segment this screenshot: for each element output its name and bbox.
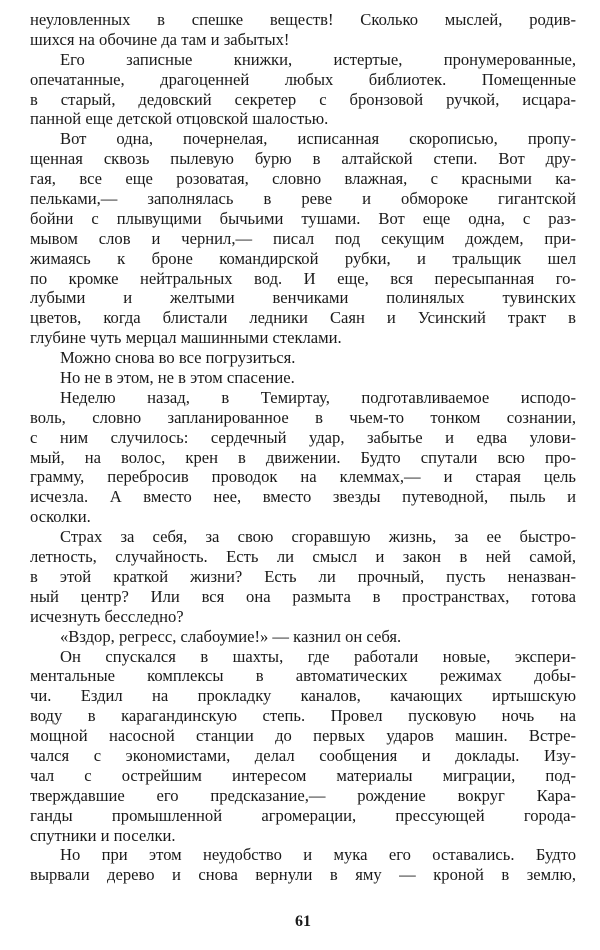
book-page (30, 10, 576, 940)
text-line: опечатанные, драгоценней любых библиотек. Помещенные (30, 69, 576, 89)
page-text (30, 10, 576, 885)
text-line: с ним случилось: сердечный удар, забытье и едва улови- (30, 427, 576, 447)
text-line: мый, на волос, крен в движении. Будто спутали всю про- (30, 447, 576, 467)
text-line: Он спускался в шахты, где работали новые, экспери- (60, 646, 576, 666)
text-line: Его записные книжки, истертые, пронумерованные, (60, 49, 576, 69)
text-line: ный центр? Или вся она размыта в пространствах, готова (30, 586, 576, 606)
text-line: воду в карагандинскую степь. Провел пусковую ночь на (30, 706, 576, 726)
text-line: исчезла. А вместо нее, вместо звезды путеводной, пыль и (30, 487, 576, 507)
text-line: лубыми и желтыми венчиками полинялых тувинских (30, 288, 576, 308)
text-line: «Вздор, регресс, слабоумие!» — казнил он себя. (60, 626, 402, 646)
text-line: спутники и поселки. (30, 825, 176, 845)
paragraph (30, 348, 576, 368)
text-line: Можно снова во все погрузиться. (60, 348, 296, 368)
text-line: Вот одна, почернелая, исписанная скорописью, пропу- (60, 129, 576, 149)
text-line: гая, все еще розоватая, словно влажная, с красными ка- (30, 169, 576, 189)
text-line: шихся на обочине да там и забытых! (30, 29, 290, 49)
page-number: 61 (295, 913, 311, 930)
paragraph (30, 50, 576, 130)
text-line: жимаясь к броне командирской рубки, и тральщик шел (30, 248, 576, 268)
text-line: ганды промышленной агромерации, прессующей города- (30, 805, 576, 825)
text-line: чался с экономистами, делал сообщения и доклады. Изу- (30, 745, 576, 765)
text-line: Страх за себя, за свою сгоравшую жизнь, за ее быстро- (60, 527, 576, 547)
text-line: по кромке нейтральных вод. И еще, вся пересыпанная го- (30, 268, 576, 288)
text-line: бойни с плывущими бычьими тушами. Вот еще одна, с раз- (30, 208, 576, 228)
text-line: ментальные комплексы в автоматических режимах добы- (30, 666, 576, 686)
paragraph (30, 388, 576, 527)
paragraph (30, 845, 576, 885)
text-line: в этой краткой жизни? Есть ли прочный, пусть неназван- (30, 566, 576, 586)
text-line: чи. Ездил на прокладку каналов, качающих иртышскую (30, 686, 576, 706)
paragraph (30, 647, 576, 846)
text-line: Неделю назад, в Темиртау, подготавливаемое исподо- (60, 387, 576, 407)
text-line: чал с острейшим интересом материалы миграции, под- (30, 765, 576, 785)
text-line: цветов, когда блистали ледники Саян и Усинский тракт в (30, 308, 576, 328)
text-line: щенная сквозь пылевую бурю в алтайской степи. Вот дру- (30, 149, 576, 169)
text-line: исчезнуть бесследно? (30, 606, 184, 626)
paragraph (30, 527, 576, 626)
text-line: воль, словно запланированное в чьем-то тонком сознании, (30, 407, 576, 427)
text-line: глубине чуть мерцал машинными стеклами. (30, 328, 342, 348)
text-line: мощной насосной станции до первых ударов машин. Встре- (30, 726, 576, 746)
paragraph (30, 10, 576, 50)
paragraph (30, 368, 576, 388)
text-line: мывом слов и чернил,— писал под секущим дождем, при- (30, 228, 576, 248)
text-line: тверждавшие его предсказание,— рождение вокруг Кара- (30, 785, 576, 805)
text-line: в старый, дедовский секретер с бронзовой ручкой, исцара- (30, 89, 576, 109)
text-line: вырвали дерево и снова вернули в яму — кроной в землю, (30, 865, 576, 885)
text-line: панной еще детской отцовской шалостью. (30, 109, 329, 129)
text-line: неуловленных в спешке веществ! Сколько мыслей, родив- (30, 10, 576, 29)
text-line: пельками,— заполнялась в реве и обмороке гигантской (30, 189, 576, 209)
paragraph (30, 627, 576, 647)
text-line: грамму, перебросив проводок на клеммах,— и старая цель (30, 467, 576, 487)
text-line: Но при этом неудобство и мука его оставались. Будто (60, 845, 576, 865)
text-line: летность, случайность. Есть ли смысл и закон в ней самой, (30, 547, 576, 567)
text-line: осколки. (30, 507, 91, 527)
paragraph (30, 129, 576, 348)
text-line: Но не в этом, не в этом спасение. (60, 368, 295, 388)
